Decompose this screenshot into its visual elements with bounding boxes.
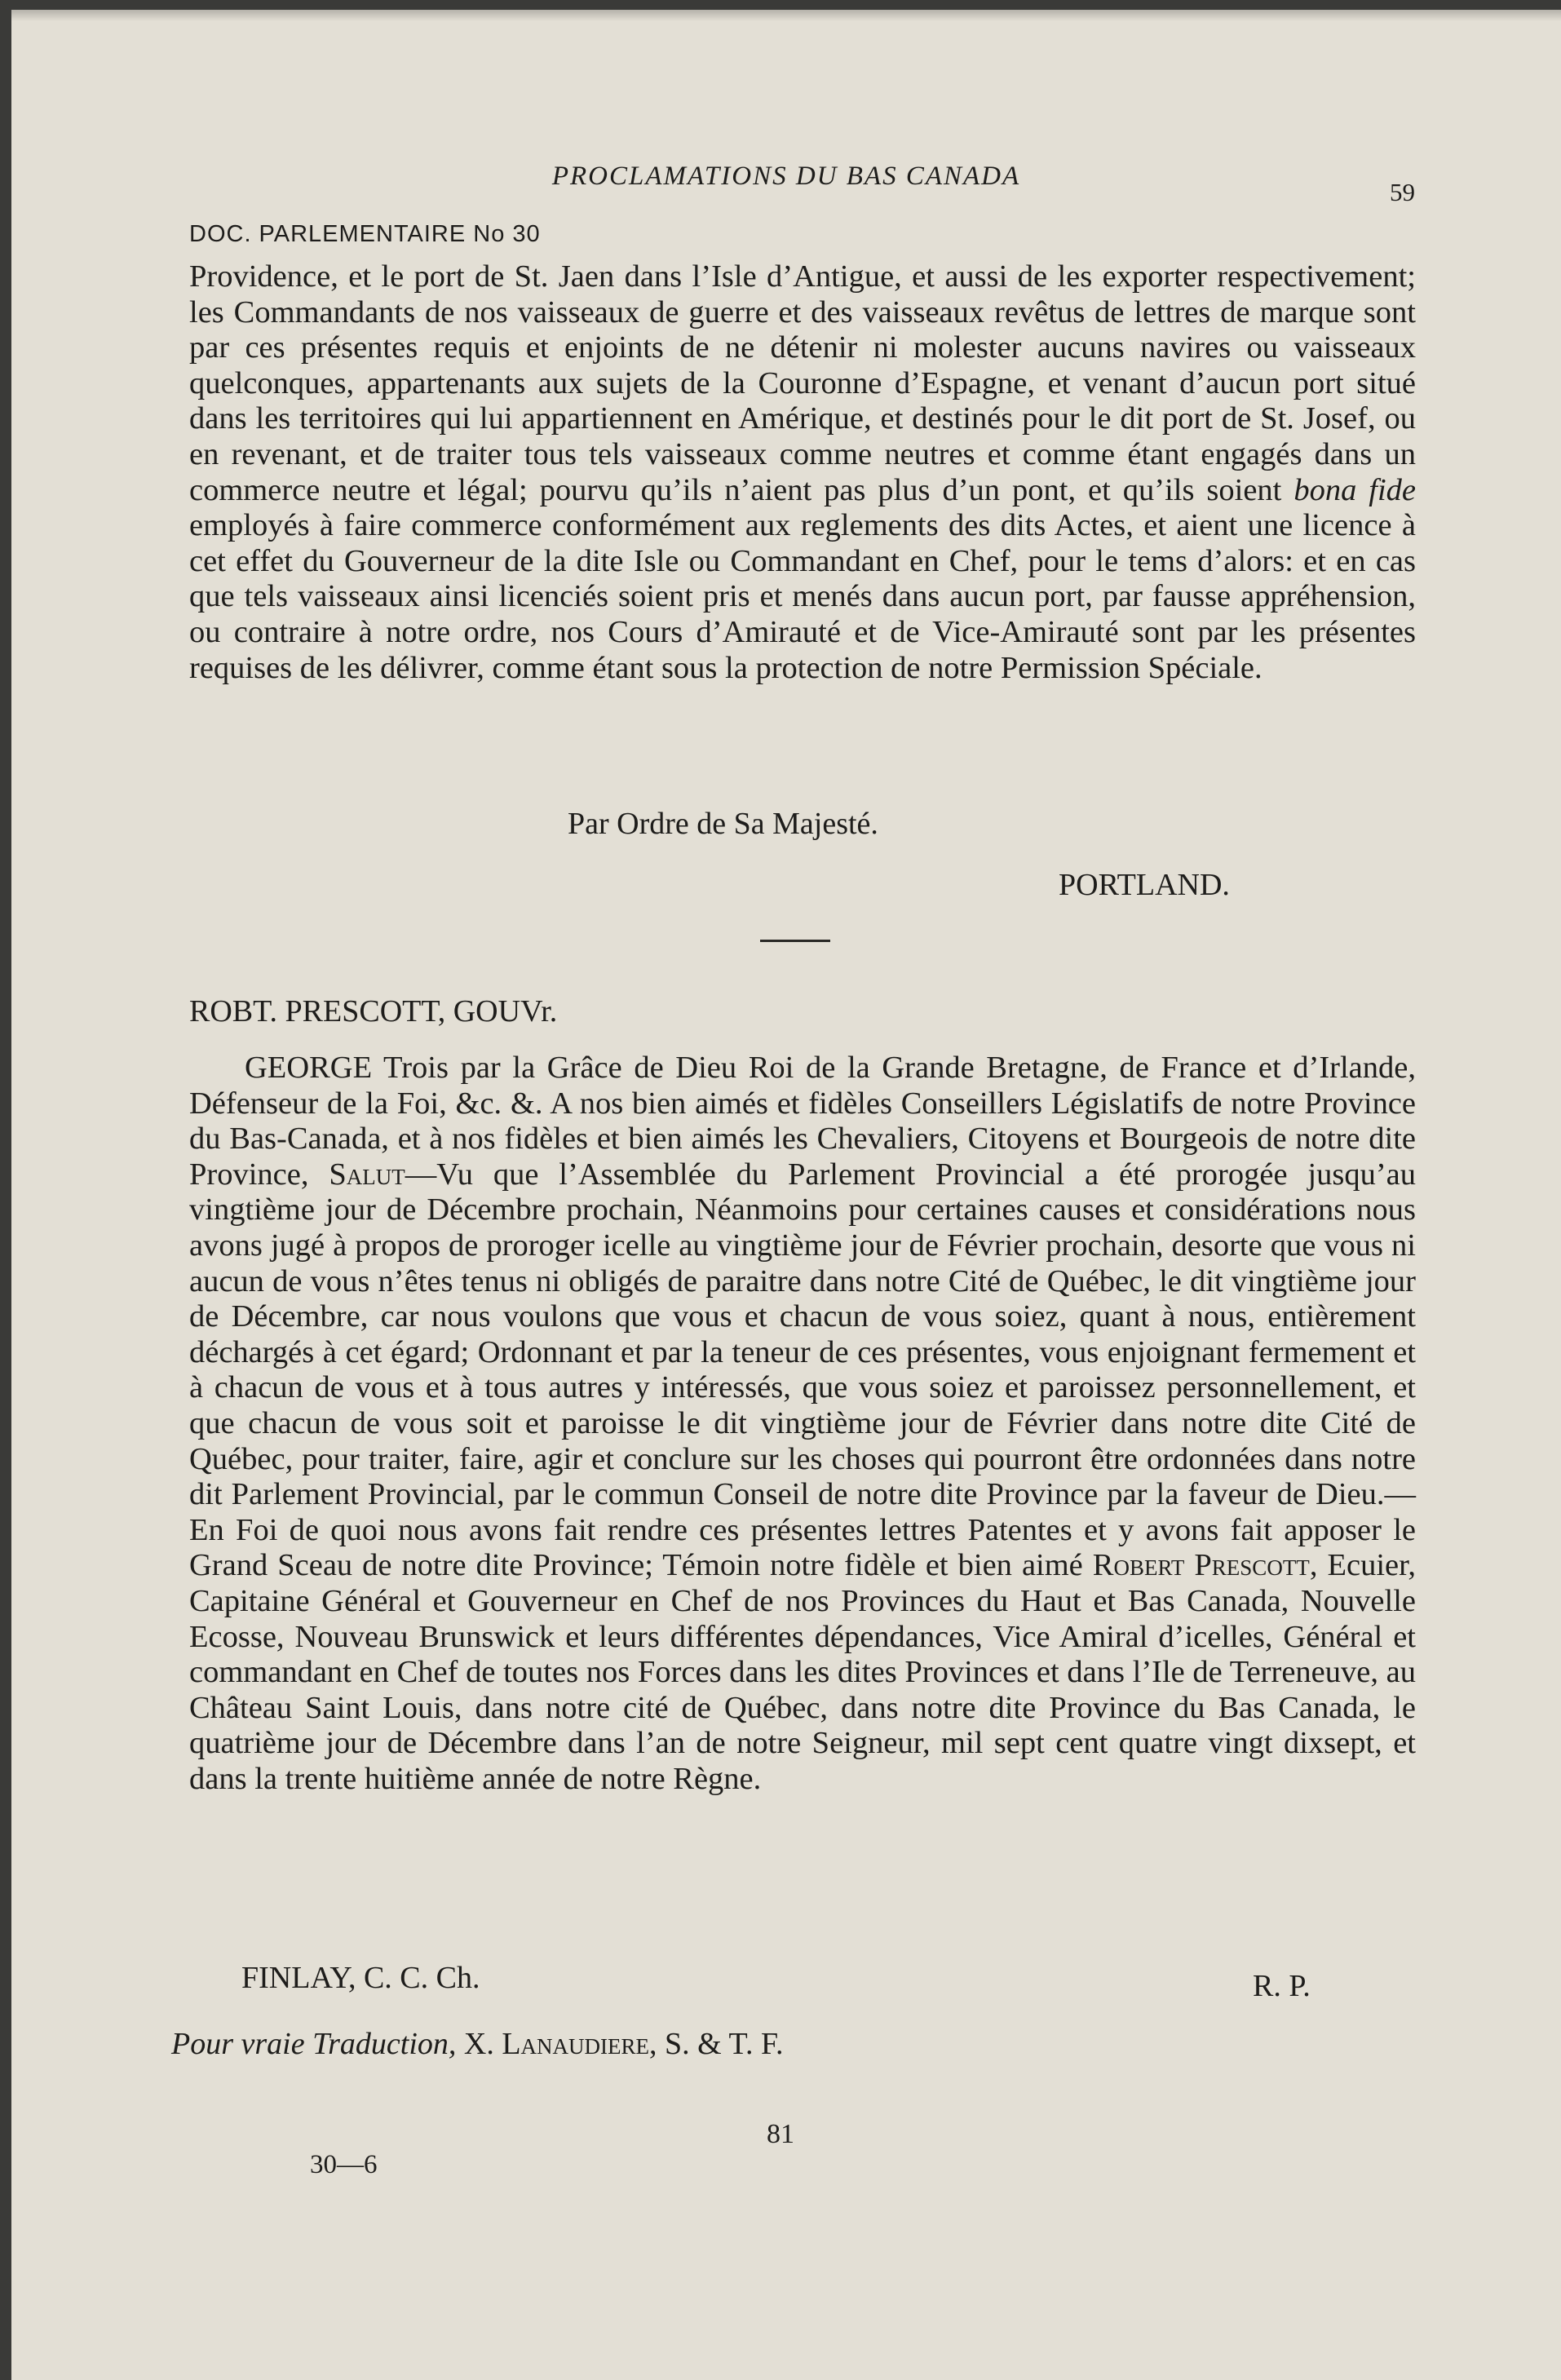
translator-name: Lanaudiere <box>502 2027 650 2061</box>
proclamation-paragraph-2 <box>189 1051 1416 1797</box>
doc-reference: DOC. PARLEMENTAIRE No 30 <box>189 221 541 247</box>
paragraph-text-start: Providence, et le port de St. Jaen dans l’Isle d’Antigue, et aussi de les exporter respectivement; les Commandants de nos vaisseaux de guerre et des vaisseaux revêtus de lettres de marque sont par ces présentes requis et enjoints de ne détenir ni molester aucuns navires ou vaisseaux quelconques, appartenants aux sujets de la Couronne d’Espagne, et venant d’aucun port situé dans les territoires qui lui appartiennent en Amérique, et destinés pour le dit port de St. Josef, ou en revenant, et de traiter tous tels vaisseaux comme neutres et comme étant engagés dans un commerce neutre et légal; pourvu qu’ils n’aient pas plus d’un pont, et qu’ils soient <box>189 259 1416 507</box>
by-order-line: Par Ordre de Sa Majesté. <box>568 807 878 841</box>
translation-attestation <box>171 2026 784 2062</box>
name-robert-prescott: Robert Prescott <box>1092 1548 1310 1583</box>
translator-prefix: X. <box>456 2027 502 2061</box>
clerk-signature: FINLAY, C. C. Ch. <box>241 1961 480 1995</box>
section-divider <box>760 940 830 942</box>
salut-word: Salut <box>329 1157 405 1192</box>
translation-italic: Pour vraie Traduction, <box>171 2027 457 2061</box>
paragraph-text-a: GEORGE Trois par la Grâce de Dieu Roi de la Grande Bretagne, de France et d’Irlande, Défenseur de la Foi, &c. &. A nos bien aimés et fidèles Conseillers Législatifs de notre Province du Bas-Canada, et à nos fidèles et bien aimés les Chevaliers, Citoyens et Bourgeois de notre dite Province, <box>189 1051 1416 1192</box>
document-page <box>11 10 1561 2380</box>
running-title: PROCLAMATIONS DU BAS CANADA <box>551 161 1021 191</box>
folio-number: 81 <box>767 2119 794 2149</box>
paragraph-text-b: —Vu que l’Assemblée du Parlement Provincial a été prorogée jusqu’au vingtième jour de Décembre prochain, Néanmoins pour certaines causes et considérations nous avons jugé à propos de proroger icelle au vingtième jour de Février prochain, desorte que vous ni aucun de vous n’êtes tenus ni obligés de paraitre dans notre Cité de Québec, le dit vingtième jour de Décembre, car nous voulons que vous et chacun de vous soiez, quant à nous, entièrement déchargés à cet égard; Ordonnant et par la teneur de ces présentes, vous enjoignant fermement et à chacun de vous et à tous autres y intéressés, que vous soiez et paroissez personnellement, et que chacun de vous soit et paroisse le dit vingtième jour de Février dans notre dite Cité de Québec, pour traiter, faire, agir et conclure sur les choses qui pourront être ordonnées dans notre dit Parlement Provincial, par le commun Conseil de notre dite Province par la faveur de Dieu.—En Foi de quoi nous avons fait rendre ces présentes lettres Patentes et y avons fait apposer le Grand Sceau de notre dite Province; Témoin notre fidèle et bien aimé <box>189 1157 1416 1583</box>
page-number: 59 <box>1390 178 1415 206</box>
paragraph-text-c: , Ecuier, Capitaine Général et Gouverneur en Chef de nos Provinces du Haut et Bas Canada, Nouvelle Ecosse, Nouveau Brunswick et leurs différentes dépendances, Vice Amiral d’icelles, Général et commandant en Chef de toutes nos Forces dans les dites Provinces et dans l’Ile de Terreneuve, au Château Saint Louis, dans notre cité de Québec, dans notre dite Province du Bas Canada, le quatrième jour de Décembre dans l’an de notre Seigneur, mil sept cent quatre vingt dixsept, et dans la trente huitième année de notre Règne. <box>189 1548 1417 1796</box>
section-heading: ROBT. PRESCOTT, GOUVr. <box>189 994 558 1029</box>
signature-mark: 30—6 <box>310 2150 378 2179</box>
signatory-portland: PORTLAND. <box>1059 868 1230 902</box>
proclamation-paragraph-1 <box>189 259 1416 686</box>
italic-phrase: bona fide <box>1293 472 1416 507</box>
page-edge-shadow <box>11 10 1561 21</box>
initials-rp: R. P. <box>1253 1969 1311 2003</box>
paragraph-text-end: employés à faire commerce conformément aux reglements des dits Actes, et aient une licence à cet effet du Gouverneur de la dite Isle ou Commandant en Chef, pour le tems d’alors: et en cas que tels vaisseaux ainsi licenciés soient pris et menés dans aucun port, par fausse appréhension, ou contraire à notre ordre, nos Cours d’Amirauté et de Vice-Amirauté sont par les présentes requises de les délivrer, comme étant sous la protection de notre Permission Spéciale. <box>189 508 1416 685</box>
translator-suffix: , S. & T. F. <box>649 2027 784 2061</box>
